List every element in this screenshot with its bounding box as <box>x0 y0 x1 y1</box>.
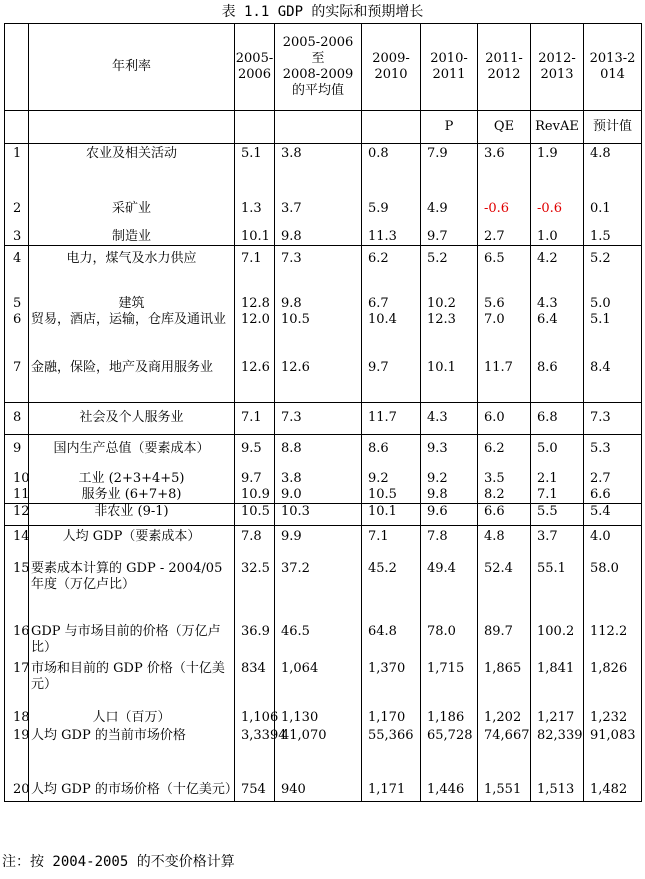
row-number: 9 <box>5 434 29 471</box>
row-number: 11 <box>5 487 29 504</box>
table-row <box>5 218 642 246</box>
value-cell: 7.3 <box>275 245 362 285</box>
value-cell: 4.0 <box>584 526 642 559</box>
value-cell: 41,070 <box>275 726 362 768</box>
value-cell: 1.0 <box>531 218 584 246</box>
value-cell: 9.8 <box>275 218 362 246</box>
table-row <box>5 659 642 710</box>
value-cell: 1,202 <box>478 710 531 726</box>
table-row <box>5 285 642 312</box>
row-number: 1 <box>5 144 29 189</box>
header-sub-empty <box>29 111 235 144</box>
value-cell: 1,064 <box>275 659 362 710</box>
table-row <box>5 487 642 504</box>
table-row <box>5 559 642 612</box>
value-cell: 8.8 <box>275 434 362 471</box>
value-cell: -0.6 <box>531 189 584 218</box>
value-cell: 7.9 <box>421 144 478 189</box>
value-cell: 6.4 <box>531 312 584 357</box>
value-cell: 1,130 <box>275 710 362 726</box>
value-cell: 7.8 <box>235 526 275 559</box>
value-cell: 100.2 <box>531 612 584 659</box>
value-cell: 49.4 <box>421 559 478 612</box>
value-cell: 6.6 <box>584 487 642 504</box>
value-cell: 0.8 <box>362 144 421 189</box>
value-cell: 12.6 <box>235 357 275 402</box>
table-row <box>5 526 642 559</box>
value-cell: 46.5 <box>275 612 362 659</box>
row-number: 8 <box>5 402 29 434</box>
value-cell: 9.2 <box>421 471 478 487</box>
value-cell: 52.4 <box>478 559 531 612</box>
value-cell: 74,667 <box>478 726 531 768</box>
table-row <box>5 144 642 189</box>
row-number: 2 <box>5 189 29 218</box>
header-col-2009-2010: 2009- 2010 <box>362 24 421 111</box>
value-cell: 2.1 <box>531 471 584 487</box>
value-cell: 9.5 <box>235 434 275 471</box>
row-label: 建筑 <box>29 285 235 312</box>
value-cell: 6.5 <box>478 245 531 285</box>
value-cell: 11.7 <box>362 402 421 434</box>
header-sub-p: P <box>421 111 478 144</box>
header-col-2010-2011: 2010- 2011 <box>421 24 478 111</box>
value-cell: 1,551 <box>478 768 531 802</box>
value-cell: 5.2 <box>584 245 642 285</box>
value-cell: 45.2 <box>362 559 421 612</box>
value-cell: 9.7 <box>421 218 478 246</box>
value-cell: 5.5 <box>531 504 584 526</box>
value-cell: 10.5 <box>275 312 362 357</box>
value-cell: 10.3 <box>275 504 362 526</box>
value-cell: 6.6 <box>478 504 531 526</box>
value-cell: 5.2 <box>421 245 478 285</box>
row-label: GDP 与市场目前的价格（万亿卢比） <box>29 612 235 659</box>
value-cell: 1.5 <box>584 218 642 246</box>
row-number: 15 <box>5 559 29 612</box>
row-number: 12 <box>5 504 29 526</box>
row-label: 人口（百万） <box>29 710 235 726</box>
row-label: 金融，保险，地产及商用服务业 <box>29 357 235 402</box>
value-cell: 1,217 <box>531 710 584 726</box>
value-cell: 1,841 <box>531 659 584 710</box>
value-cell: 8.4 <box>584 357 642 402</box>
value-cell: 754 <box>235 768 275 802</box>
row-number: 19 <box>5 726 29 768</box>
value-cell: 1,232 <box>584 710 642 726</box>
value-cell: 11.3 <box>362 218 421 246</box>
value-cell: 10.5 <box>235 504 275 526</box>
row-label: 市场和目前的 GDP 价格（十亿美元） <box>29 659 235 710</box>
value-cell: 37.2 <box>275 559 362 612</box>
table-row <box>5 312 642 357</box>
value-cell: 1.3 <box>235 189 275 218</box>
row-label: 人均 GDP 的市场价格（十亿美元） <box>29 768 235 802</box>
header-sub-empty <box>275 111 362 144</box>
value-cell: 9.7 <box>362 357 421 402</box>
value-cell: 3.7 <box>275 189 362 218</box>
value-cell: 1.9 <box>531 144 584 189</box>
row-label: 采矿业 <box>29 189 235 218</box>
header-sub-forecast: 预计值 <box>584 111 642 144</box>
value-cell: 1,171 <box>362 768 421 802</box>
value-cell: 5.9 <box>362 189 421 218</box>
value-cell: 12.3 <box>421 312 478 357</box>
value-cell: 4.3 <box>421 402 478 434</box>
value-cell: 7.1 <box>235 402 275 434</box>
value-cell: 82,339 <box>531 726 584 768</box>
value-cell: 4.8 <box>584 144 642 189</box>
value-cell: 940 <box>275 768 362 802</box>
value-cell: 12.6 <box>275 357 362 402</box>
value-cell: 58.0 <box>584 559 642 612</box>
table-row <box>5 402 642 434</box>
value-cell: 4.3 <box>531 285 584 312</box>
header-row-label: 年利率 <box>29 24 235 111</box>
value-cell: 1,446 <box>421 768 478 802</box>
header-col-2012-2013: 2012- 2013 <box>531 24 584 111</box>
header-sub-qe: QE <box>478 111 531 144</box>
value-cell: 9.9 <box>275 526 362 559</box>
value-cell: 1,170 <box>362 710 421 726</box>
row-label: 制造业 <box>29 218 235 246</box>
row-label: 国内生产总值（要素成本） <box>29 434 235 471</box>
row-label: 非农业 (9-1) <box>29 504 235 526</box>
value-cell: 8.6 <box>362 434 421 471</box>
value-cell: 6.7 <box>362 285 421 312</box>
value-cell: 0.1 <box>584 189 642 218</box>
value-cell: 7.8 <box>421 526 478 559</box>
value-cell: 5.0 <box>584 285 642 312</box>
value-cell: 7.1 <box>362 526 421 559</box>
header-corner-cell <box>5 24 29 111</box>
value-cell: 10.5 <box>362 487 421 504</box>
value-cell: 11.7 <box>478 357 531 402</box>
table-row <box>5 710 642 726</box>
value-cell: 36.9 <box>235 612 275 659</box>
row-label: 工业 (2+3+4+5) <box>29 471 235 487</box>
header-col-2011-2012: 2011- 2012 <box>478 24 531 111</box>
value-cell: 6.2 <box>362 245 421 285</box>
value-cell: 9.7 <box>235 471 275 487</box>
value-cell: 10.2 <box>421 285 478 312</box>
value-cell: 9.2 <box>362 471 421 487</box>
value-cell: 9.8 <box>275 285 362 312</box>
table-row <box>5 471 642 487</box>
value-cell: 5.4 <box>584 504 642 526</box>
row-number: 18 <box>5 710 29 726</box>
value-cell: 89.7 <box>478 612 531 659</box>
value-cell: 834 <box>235 659 275 710</box>
table-title: 表 1.1 GDP 的实际和预期增长 <box>221 4 424 20</box>
row-number: 14 <box>5 526 29 559</box>
value-cell: 4.2 <box>531 245 584 285</box>
value-cell: 10.1 <box>362 504 421 526</box>
value-cell: 9.6 <box>421 504 478 526</box>
value-cell: 5.1 <box>235 144 275 189</box>
header-sub-empty <box>362 111 421 144</box>
row-number: 5 <box>5 285 29 312</box>
value-cell: 5.1 <box>584 312 642 357</box>
value-cell: 2.7 <box>584 471 642 487</box>
value-cell: 4.9 <box>421 189 478 218</box>
value-cell: -0.6 <box>478 189 531 218</box>
row-label: 要素成本计算的 GDP - 2004/05 年度（万亿卢比） <box>29 559 235 612</box>
header-col-2013-2014: 2013-2 014 <box>584 24 642 111</box>
value-cell: 6.0 <box>478 402 531 434</box>
row-label: 农业及相关活动 <box>29 144 235 189</box>
value-cell: 3.7 <box>531 526 584 559</box>
table-row <box>5 189 642 218</box>
value-cell: 5.0 <box>531 434 584 471</box>
value-cell: 1,513 <box>531 768 584 802</box>
value-cell: 7.3 <box>584 402 642 434</box>
table-row <box>5 434 642 471</box>
header-sub-empty <box>235 111 275 144</box>
value-cell: 78.0 <box>421 612 478 659</box>
value-cell: 8.6 <box>531 357 584 402</box>
value-cell: 12.0 <box>235 312 275 357</box>
table-row <box>5 357 642 402</box>
table-row <box>5 726 642 768</box>
header-col-2005-2006: 2005- 2006 <box>235 24 275 111</box>
value-cell: 10.1 <box>235 218 275 246</box>
value-cell: 7.0 <box>478 312 531 357</box>
value-cell: 3.8 <box>275 144 362 189</box>
value-cell: 91,083 <box>584 726 642 768</box>
value-cell: 10.4 <box>362 312 421 357</box>
value-cell: 1,186 <box>421 710 478 726</box>
row-label: 服务业 (6+7+8) <box>29 487 235 504</box>
header-col-2005-2009-avg: 2005-2006 至 2008-2009 的平均值 <box>275 24 362 111</box>
value-cell: 9.8 <box>421 487 478 504</box>
value-cell: 1,715 <box>421 659 478 710</box>
value-cell: 3.5 <box>478 471 531 487</box>
value-cell: 64.8 <box>362 612 421 659</box>
value-cell: 1,482 <box>584 768 642 802</box>
row-label: 人均 GDP（要素成本） <box>29 526 235 559</box>
value-cell: 9.0 <box>275 487 362 504</box>
value-cell: 5.6 <box>478 285 531 312</box>
table-row <box>5 245 642 285</box>
value-cell: 4.8 <box>478 526 531 559</box>
value-cell: 55.1 <box>531 559 584 612</box>
value-cell: 3.6 <box>478 144 531 189</box>
value-cell: 6.8 <box>531 402 584 434</box>
value-cell: 9.3 <box>421 434 478 471</box>
value-cell: 7.3 <box>275 402 362 434</box>
value-cell: 7.1 <box>531 487 584 504</box>
value-cell: 3,3394 <box>235 726 275 768</box>
value-cell: 32.5 <box>235 559 275 612</box>
value-cell: 2.7 <box>478 218 531 246</box>
row-number: 20 <box>5 768 29 802</box>
row-number: 3 <box>5 218 29 246</box>
value-cell: 10.9 <box>235 487 275 504</box>
value-cell: 1,865 <box>478 659 531 710</box>
value-cell: 7.1 <box>235 245 275 285</box>
value-cell: 1,370 <box>362 659 421 710</box>
value-cell: 12.8 <box>235 285 275 312</box>
row-number: 6 <box>5 312 29 357</box>
table-row <box>5 768 642 802</box>
footnote: 注：按 2004-2005 的不变价格计算 <box>2 854 235 870</box>
value-cell: 5.3 <box>584 434 642 471</box>
row-label: 电力，煤气及水力供应 <box>29 245 235 285</box>
value-cell: 6.2 <box>478 434 531 471</box>
header-sub-empty <box>5 111 29 144</box>
row-number: 17 <box>5 659 29 710</box>
table-row <box>5 612 642 659</box>
value-cell: 8.2 <box>478 487 531 504</box>
row-number: 10 <box>5 471 29 487</box>
gdp-growth-table <box>4 23 642 802</box>
row-number: 4 <box>5 245 29 285</box>
row-number: 16 <box>5 612 29 659</box>
table-row <box>5 504 642 526</box>
value-cell: 10.1 <box>421 357 478 402</box>
value-cell: 112.2 <box>584 612 642 659</box>
value-cell: 1,106 <box>235 710 275 726</box>
row-number: 7 <box>5 357 29 402</box>
header-sub-revae: RevAE <box>531 111 584 144</box>
row-label: 人均 GDP 的当前市场价格 <box>29 726 235 768</box>
value-cell: 1,826 <box>584 659 642 710</box>
value-cell: 3.8 <box>275 471 362 487</box>
row-label: 社会及个人服务业 <box>29 402 235 434</box>
row-label: 贸易，酒店，运输，仓库及通讯业 <box>29 312 235 357</box>
value-cell: 65,728 <box>421 726 478 768</box>
value-cell: 55,366 <box>362 726 421 768</box>
